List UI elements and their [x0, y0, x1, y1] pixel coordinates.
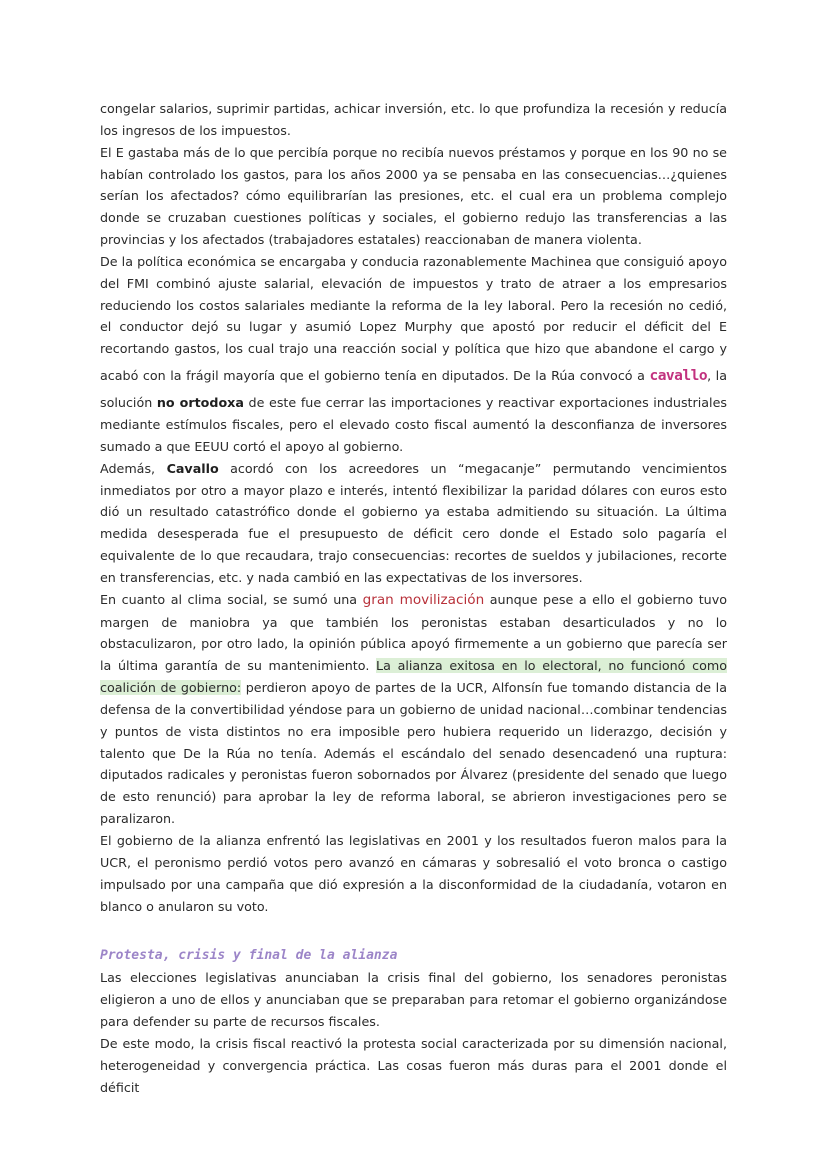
paragraph-text: perdieron apoyo de partes de la UCR, Alfonsín fue tomando distancia de la defensa de la convertibilidad yéndose para un gobierno de unidad nacional…combinar tendencias y puntos de vista distintos no era imposible pero hubiera requerido un liderazgo, decisión y talento que De la Rúa no tenía. Además el escándalo del senado desencadenó una ruptura: diputados radicales y peronistas fueron sobornados por Álvarez (presidente del senado que luego de esto renunció) para aprobar la ley de reforma laboral, se abrieron investigaciones pero se paralizaron.	[100, 680, 727, 827]
paragraph-text: acordó con los acreedores un “megacanje” permutando vencimientos inmediatos por otro a mayor plazo e interés, intentó flexibilizar la paridad dólares con euros esto dió un resultado catastrófico donde el gobierno ya estaba admitiendo su situación. La última medida desesperada fue el presupuesto de déficit cero donde el Estado solo pagaría el equivalente de lo que recaudara, trajo consecuencias: recortes de sueldos y jubilaciones, recorte en transferencias, etc. y nada cambió en las expectativas de los inversores.	[100, 460, 727, 585]
paragraph-text: que el gobierno tenía en diputados. De la Rúa convocó a	[279, 368, 645, 384]
green-highlight: La alianza exitosa en lo electoral, no funcionó como coalición de gobierno:	[100, 658, 727, 696]
bold-term: no ortodoxa	[156, 395, 244, 411]
bold-term: Cavallo	[166, 460, 219, 476]
paragraph: De este modo, la crisis fiscal reactivó la protesta social caracterizada por su dimensión nacional, heterogeneidad y convergencia práctica. Las cosas fueron más duras para el 2001 donde el déficit	[100, 1035, 727, 1095]
paragraph-text: En cuanto al clima social, se sumó una	[100, 591, 358, 607]
paragraph-text: De la política económica se encargaba y conducia razonablemente Machinea que consiguió apoyo del FMI combinó ajuste salarial, elevación de impuestos y trato de atraer a los empresarios reduciendo los costos salariales mediante la reforma de la ley laboral. Pero la recesión no cedió, el conductor dejó su lugar y asumió Lopez Murphy que apostó por reducir el déficit del E recortando gastos, los cual trajo una reacción social y política que hizo que abandone el cargo y acabó con la frágil mayoría	[100, 253, 727, 384]
paragraph	[100, 251, 727, 458]
paragraph	[100, 458, 727, 589]
paragraph: El gobierno de la alianza enfrentó las legislativas en 2001 y los resultados fueron malos para la UCR, el peronismo perdió votos pero avanzó en cámaras y sobresalió el voto bronca o castigo impulsado por una campaña que dió expresión a la disconformidad de la ciudadanía, votaron en blanco o anularon su voto.	[100, 833, 727, 914]
paragraph: El E gastaba más de lo que percibía porque no recibía nuevos préstamos y porque en los 90 no se habían controlado los gastos, para los años 2000 ya se pensaba en las consecuencias…¿quienes serían los afectados? cómo equilibrarían las presiones, etc. el cual era un problema complejo donde se cruzaban cuestiones políticas y sociales, el gobierno redujo las transferencias a las provincias y los afectados (trabajadores estatales) reaccionaban de manera violenta.	[100, 144, 727, 248]
paragraph-text: de este fue cerrar las importaciones y reactivar exportaciones industriales mediante estímulos fiscales, pero el elevado costo fiscal aumentó la desconfianza de inversores sumado a que EEUU cortó el apoyo al gobierno.	[100, 395, 727, 454]
highlighted-name-cavallo: cavallo	[649, 368, 708, 385]
highlighted-term: gran movilización	[362, 591, 485, 608]
document-body	[100, 98, 727, 1098]
paragraph: Las elecciones legislativas anunciaban la crisis final del gobierno, los senadores peronistas eligieron a uno de ellos y anunciaban que se preparaban para retomar el gobierno organizándose para defender su parte de recursos fiscales.	[100, 970, 727, 1030]
paragraph: congelar salarios, suprimir partidas, achicar inversión, etc. lo que profundiza la recesión y reducía los ingresos de los impuestos.	[100, 101, 727, 138]
paragraph-text: , la solución	[100, 368, 727, 411]
section-title: Protesta, crisis y final de la alianza	[100, 948, 398, 964]
paragraph-text: aunque pese a ello el gobierno tuvo margen de maniobra ya que también los peronistas estaban desarticulados y no lo obstaculizaron, por otro lado, la opinión pública apoyó firmemente a un gobierno que parecía ser la última garantía de su mantenimiento.	[100, 591, 727, 674]
paragraph	[100, 589, 727, 830]
paragraph-text: Además,	[100, 460, 156, 476]
